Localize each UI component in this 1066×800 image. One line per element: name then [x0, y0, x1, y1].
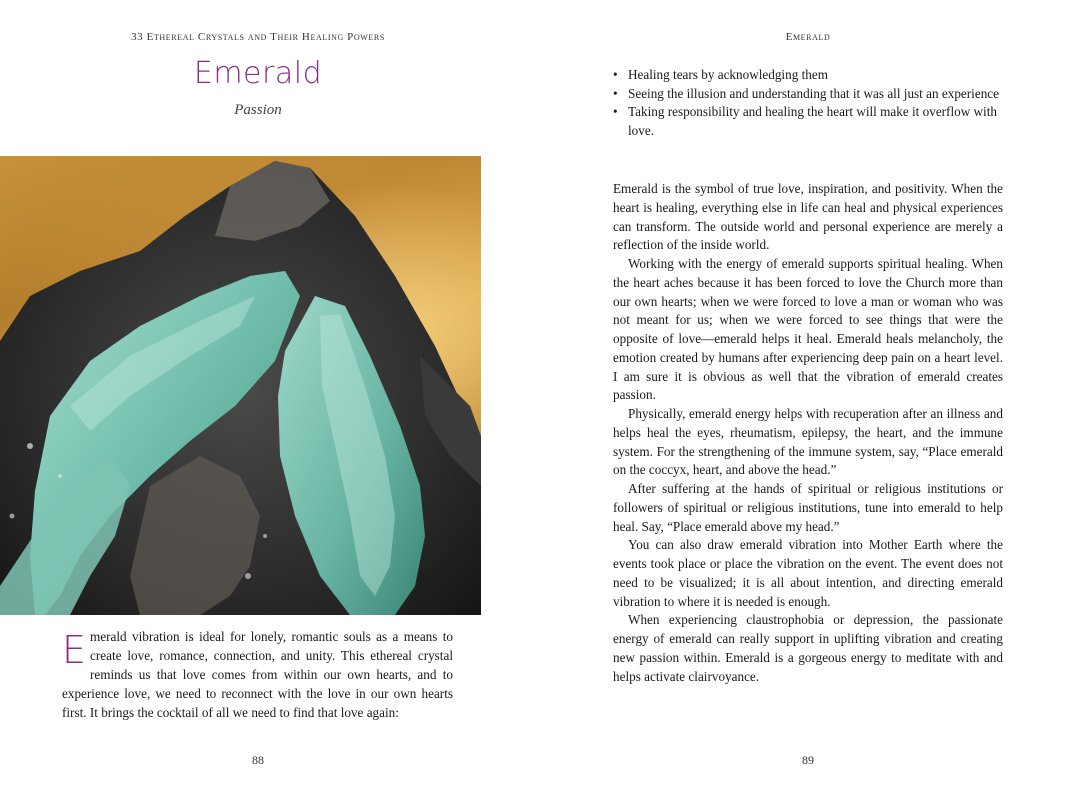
list-item: • Healing tears by acknowledging them — [613, 66, 1008, 85]
chapter-title: Emerald — [193, 56, 323, 91]
emerald-crystal-illustration — [0, 156, 481, 615]
page-number-right: 89 — [802, 753, 814, 767]
running-head-left: 33 Ethereal Crystals and Their Healing Powers — [131, 31, 385, 43]
list-item: • Seeing the illusion and understanding that it was all just an experience — [613, 85, 1008, 104]
intro-paragraph — [62, 628, 453, 723]
chapter-subtitle: Passion — [234, 102, 282, 118]
list-item: • Taking responsibility and healing the heart will make it overflow with love. — [613, 103, 1008, 140]
emerald-crystal-photo — [0, 156, 481, 615]
page-number-left: 88 — [252, 753, 264, 767]
paragraph: Working with the energy of emerald supports spiritual healing. When the heart aches because it has been forced to love the Church more than our own hearts; when we were forced to love a man or woman who was not meant for us; when we were forced to see things that were the opposite of love—emerald helps it heal. Emerald heals melancholy, the emotion created by humans after experiencing deep pain on a heart level. I am sure it is obvious as well that the vibration of emerald creates passion. — [613, 256, 1003, 403]
drop-cap: E — [62, 628, 87, 672]
paragraph: You can also draw emerald vibration into Mother Earth where the events took place or place the vibration on the event. The event does not need to be visualized; it is all about intention, and directing emerald vibration to where it is needed is enough. — [613, 537, 1003, 609]
right-page — [533, 0, 1066, 800]
body-text — [613, 180, 1003, 686]
benefit-list — [613, 66, 1008, 141]
paragraph: Emerald is the symbol of true love, inspiration, and positivity. When the heart is healing, everything else in life can heal and physical experiences can transform. The outside world and personal experience are merely a reflection of the inside world. — [613, 181, 1003, 253]
paragraph: When experiencing claustrophobia or depression, the passionate energy of emerald can really support in uplifting vibration and creating new passion within. Emerald is a gorgeous energy to meditate with and helps activate clairvoyance. — [613, 612, 1003, 684]
running-head-right: Emerald — [785, 31, 831, 43]
intro-text: merald vibration is ideal for lonely, romantic souls as a means to create love, romance, connection, and unity. This ethereal crystal reminds us that love comes from within our own hearts, and to experience love, we need to reconnect with the love in our own hearts first. It brings the cocktail of all we need to find that love again: — [62, 629, 453, 720]
paragraph: After suffering at the hands of spiritual or religious institutions or followers of spiritual or religious institutions, tune into emerald to help heal. Say, “Place emerald above my head.” — [613, 481, 1003, 534]
paragraph: Physically, emerald energy helps with recuperation after an illness and helps heal the eyes, rheumatism, epilepsy, the heart, and the immune system. For the strengthening of the immune system, say, “Place emerald on the coccyx, heart, and above the head.” — [613, 406, 1003, 478]
